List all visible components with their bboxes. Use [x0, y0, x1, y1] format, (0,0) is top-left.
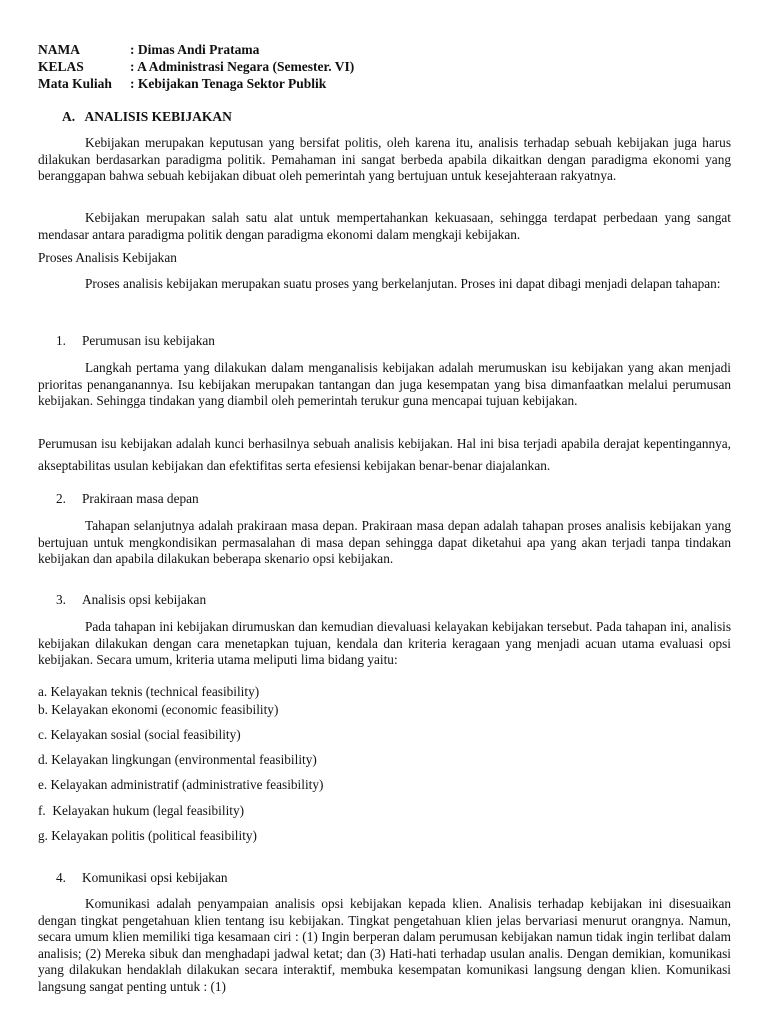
student-header — [38, 41, 354, 92]
criteria-item-social: c. Kelayakan sosial (social feasibility) — [38, 727, 241, 742]
header-key: Mata Kuliah — [38, 76, 112, 91]
process-intro-paragraph: Proses analisis kebijakan merupakan suatu proses yang berkelanjutan. Proses ini dapat dibagi menjadi delapan tahapan: — [85, 276, 721, 291]
step-number: 1. — [56, 333, 66, 348]
step-number: 3. — [56, 592, 66, 607]
criteria-item-political: g. Kelayakan politis (political feasibility) — [38, 828, 257, 843]
criteria-item-environmental: d. Kelayakan lingkungan (environmental feasibility) — [38, 752, 317, 767]
process-subheading: Proses Analisis Kebijakan — [38, 250, 177, 265]
step-1-paragraph-2: Perumusan isu kebijakan adalah kunci berhasilnya sebuah analisis kebijakan. Hal ini bisa terjadi apabila derajat kepentingannya, akseptabilitas usulan kebijakan dan efektifitas serta efesiensi kebijakan benar-benar diajalankan. — [38, 436, 731, 473]
header-row-kelas — [38, 58, 354, 75]
step-heading-2 — [56, 491, 199, 507]
header-value: : Kebijakan Tenaga Sektor Publik — [130, 76, 327, 91]
step-heading-4 — [56, 870, 228, 886]
step-title: Analisis opsi kebijakan — [82, 592, 207, 607]
header-row-nama — [38, 41, 354, 58]
step-1-paragraph-1: Langkah pertama yang dilakukan dalam menganalisis kebijakan adalah merumuskan isu kebijakan yang akan menjadi prioritas penanganannya. Isu kebijakan merupakan tantangan dan juga kesempatan yang bisa dimanfaatkan melalui perumusan kebijakan. Sehingga tindakan yang diambil oleh pemerintah terukur guna mencapai tujuan kebijakan. — [38, 360, 731, 408]
step-number: 2. — [56, 491, 66, 506]
header-value: : A Administrasi Negara (Semester. VI) — [130, 59, 355, 74]
criteria-item-administrative: e. Kelayakan administratif (administrative feasibility) — [38, 777, 324, 792]
criteria-item-technical: a. Kelayakan teknis (technical feasibility) — [38, 684, 260, 699]
step-3-paragraph-1: Pada tahapan ini kebijakan dirumuskan dan kemudian dievaluasi kelayakan kebijakan tersebut. Pada tahapan ini, analisis kebijakan dilakukan dengan cara menetapkan tujuan, kendala dan kriteria keragaan yang menjadi acuan utama evaluasi opsi kebijakan. Secara umum, kriteria utama meliputi lima bidang yaitu: — [38, 619, 731, 667]
step-number: 4. — [56, 870, 66, 885]
step-heading-1 — [56, 333, 215, 349]
intro-paragraph-2: Kebijakan merupakan salah satu alat untuk mempertahankan kekuasaan, sehingga terdapat perbedaan yang sangat mendasar antara paradigma politik dengan paradigma ekonomi dalam mengkaji kebijakan. — [38, 210, 731, 242]
intro-paragraph-1: Kebijakan merupakan keputusan yang bersifat politis, oleh karena itu, analisis terhadap sebuah kebijakan juga harus dilakukan berdasarkan paradigma politik. Pemahaman ini sangat berbeda apabila dikaitkan dengan paradigma ekonomi yang beranggapan bahwa sebuah kebijakan dibuat oleh pemerintah yang bertujuan untuk kesejahteraan rakyatnya. — [38, 135, 731, 183]
step-2-paragraph-1: Tahapan selanjutnya adalah prakiraan masa depan. Prakiraan masa depan adalah tahapan proses analisis kebijakan yang bertujuan untuk mengkondisikan permasalahan di masa depan sehingga dapat diketahui apa yang akan terjadi tanpa tindakan kebijakan dan apabila dilakukan beberapa skenario opsi kebijakan. — [38, 518, 731, 566]
criteria-item-economic: b. Kelayakan ekonomi (economic feasibility) — [38, 702, 279, 717]
section-title: A. ANALISIS KEBIJAKAN — [62, 109, 232, 124]
header-key: NAMA — [38, 42, 80, 57]
step-title: Perumusan isu kebijakan — [82, 333, 215, 348]
step-heading-3 — [56, 592, 206, 608]
header-value: : Dimas Andi Pratama — [130, 42, 260, 57]
step-4-paragraph-1: Komunikasi adalah penyampaian analisis opsi kebijakan kepada klien. Analisis terhadap kebijakan ini disesuaikan dengan tingkat pengetahuan klien tentang isu kebijakan. Tingkat pengetahuan klien jelas bervariasi menurut orangnya. Namun, secara umum klien memiliki tiga kesamaan ciri : (1) Ingin berperan dalam perumusan kebijakan namun tidak ingin terlibat dalam analisis; (2) Mereka sibuk dan menghadapi jadwal ketat; dan (3) Hati-hati terhadap usulan analis. Dengan demikian, komunikasi yang dilakukan hendaklah dilakukan secara interaktif, membuka kesempatan komunikasi langsung dengan klien. Komunikasi langsung sangat penting untuk : (1) — [38, 896, 731, 994]
criteria-item-legal: f. Kelayakan hukum (legal feasibility) — [38, 803, 245, 818]
header-row-mata-kuliah — [38, 75, 354, 92]
step-title: Komunikasi opsi kebijakan — [82, 870, 228, 885]
header-key: KELAS — [38, 59, 84, 74]
step-title: Prakiraan masa depan — [82, 491, 199, 506]
